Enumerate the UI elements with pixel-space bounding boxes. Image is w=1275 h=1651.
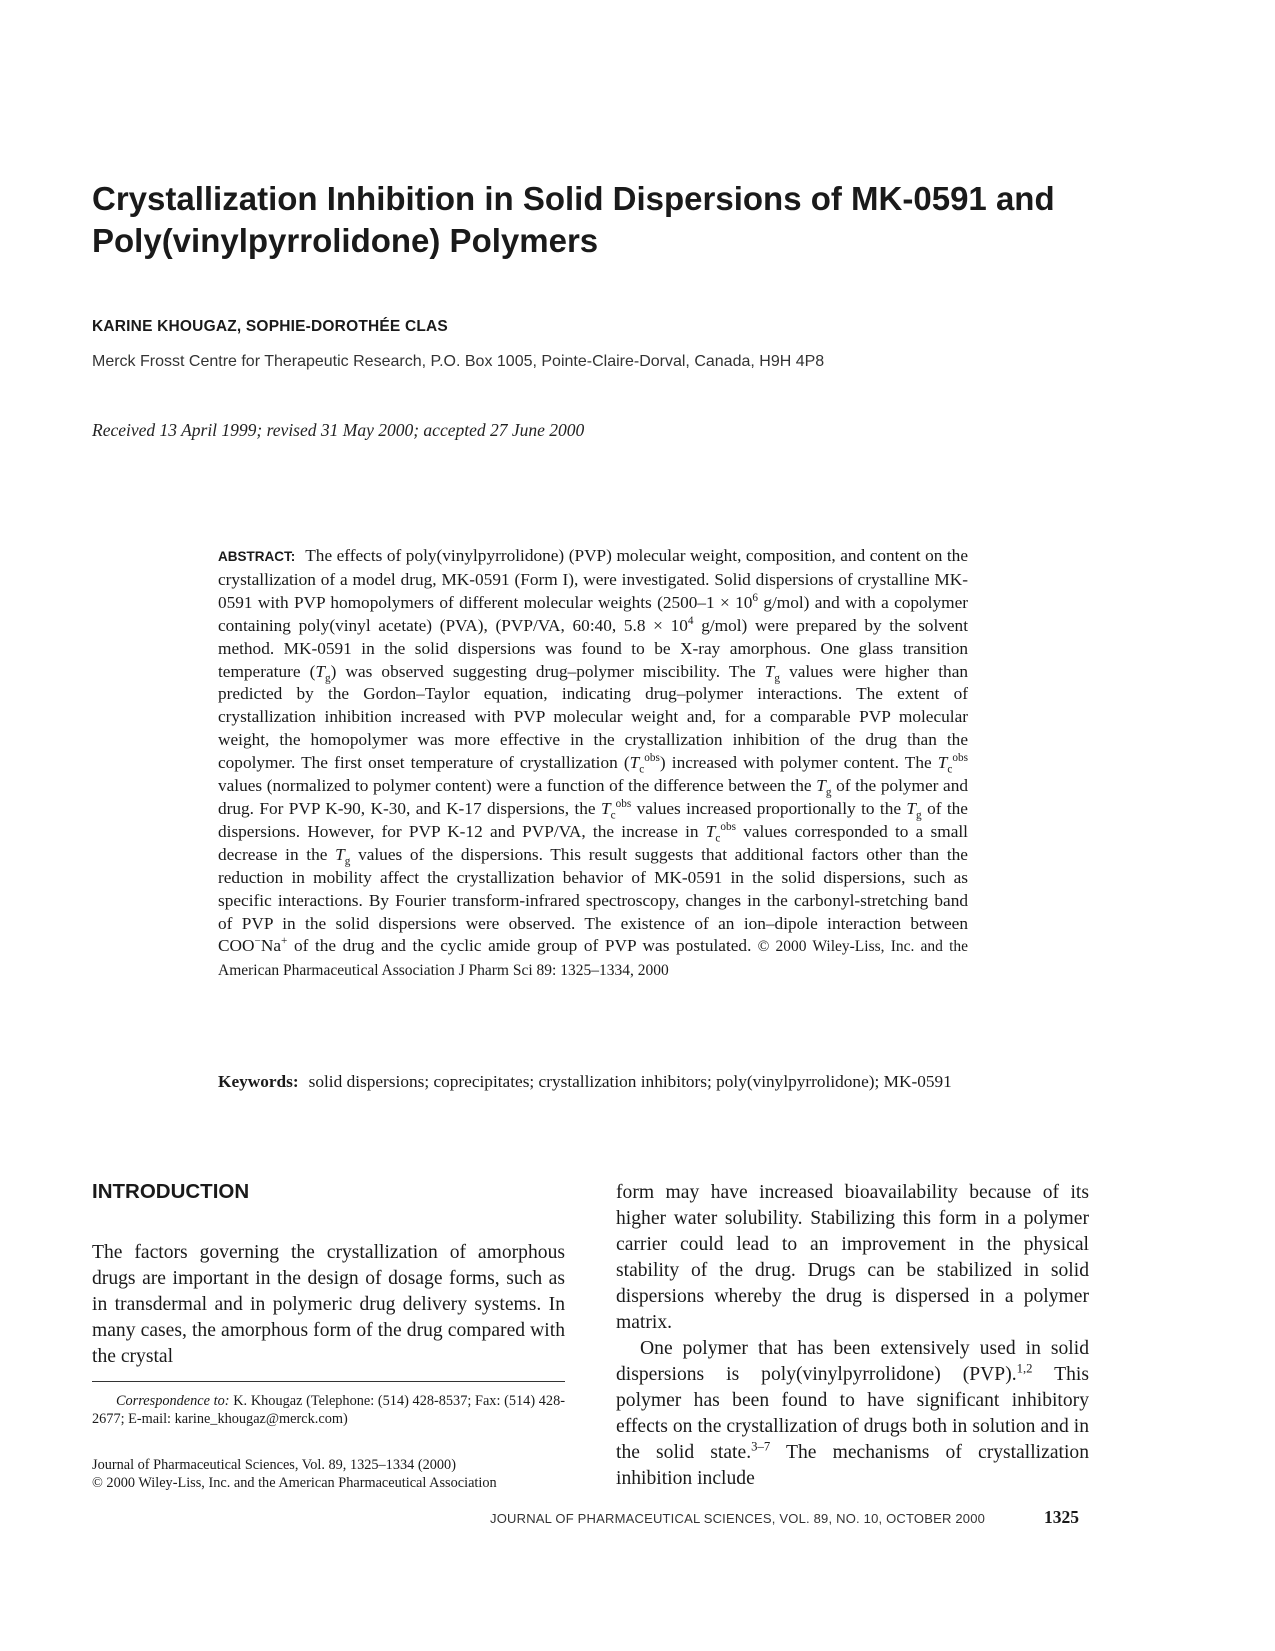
abstract-text: values corresponded to a small decrease in the (218, 821, 968, 864)
left-column (92, 1240, 565, 1370)
tc-symbol: T (705, 821, 716, 841)
tc-superscript: obs (615, 798, 632, 811)
tc-subscript: c (610, 809, 616, 822)
tg-subscript: g (774, 671, 781, 684)
intro-text: This polymer has been found to have significant inhibitory effects on the crystallization of drugs both in solution and in the solid state. (616, 1364, 1089, 1463)
abstract-text: values were higher than predicted by the Gordon–Taylor equation, indicating drug–polymer interactions. The extent of crystallization inhibition increased with PVP molecular weight and, for a comparable PVP molecular weight, the homopolymer was more effective in the crystallization inhibition of the drug than the copolymer. The first onset temperature of crystallization ( (218, 661, 969, 773)
right-column (616, 1180, 1089, 1492)
tg-symbol: T (764, 661, 775, 681)
intro-paragraph: form may have increased bioavailability because of its higher water solubility. Stabilizing this form in a polymer carrier could lead to an improvement in the physical stability of the drug. Drugs can be stabilized in solid dispersions whereby the drug is dispersed in a polymer matrix. (616, 1182, 1089, 1333)
affiliation: Merck Frosst Centre for Therapeutic Research, P.O. Box 1005, Pointe-Claire-Dorval, Canada, H9H 4P8 (92, 353, 825, 370)
tc-symbol: T (937, 753, 948, 773)
abstract-text: ) increased with polymer content. The (659, 753, 938, 773)
page-number: 1325 (1044, 1507, 1079, 1527)
footnote-divider (92, 1381, 565, 1382)
tc-subscript: c (715, 832, 721, 845)
running-footer: JOURNAL OF PHARMACEUTICAL SCIENCES, VOL. 89, NO. 10, OCTOBER 2000 (490, 1511, 986, 1526)
abstract-text: of the polymer and drug. For PVP K-90, K-30, and K-17 dispersions, the (218, 776, 968, 818)
intro-paragraph (616, 1336, 1089, 1492)
abstract-text: of the dispersions. However, for PVP K-12 and PVP/VA, the increase in (218, 798, 968, 841)
journal-footnote (92, 1456, 565, 1492)
tg-symbol: T (315, 661, 325, 681)
tg-subscript: g (916, 809, 922, 822)
abstract-text: values of the dispersions. This result suggests that additional factors other than the reduction in mobility affect the crystallization behavior of MK-0591 in the solid dispersions, such as specific interactions. By Fourier transform-infrared spectroscopy, changes in the carbonyl-stretching band of PVP in the solid dispersions were observed. The existence of an ion–dipole interaction between COO (218, 844, 968, 956)
abstract-text: values increased proportionally to the (631, 798, 907, 818)
citation: 1,2 (1016, 1361, 1033, 1376)
citation: 3–7 (751, 1439, 771, 1454)
abstract-text: g/mol) were prepared by the solvent method. MK-0591 in the solid dispersions was found to be X-ray amorphous. One glass transition temperature ( (218, 615, 968, 681)
abstract-text: values (normalized to polymer content) were a function of the difference between the (218, 776, 817, 796)
tc-subscript: c (947, 763, 953, 776)
tc-superscript: obs (952, 752, 968, 765)
tc-symbol: T (629, 753, 640, 773)
keywords-label: Keywords: (218, 1072, 299, 1091)
keywords (218, 1071, 968, 1094)
abstract-text: g/mol) and with a copolymer containing poly(vinyl acetate) (PVA), (PVP/VA, 60:40, 5.8 × 10 (218, 592, 968, 635)
abstract-text: of the drug and the cyclic amide group of PVP was postulated. (287, 936, 752, 956)
tc-subscript: c (639, 763, 645, 776)
tc-symbol: T (600, 798, 611, 818)
exponent: 6 (752, 592, 759, 605)
tc-superscript: obs (644, 752, 660, 765)
keywords-text: solid dispersions; coprecipitates; crystallization inhibitors; poly(vinylpyrrolidone); MK-0591 (308, 1072, 952, 1091)
intro-paragraph: The factors governing the crystallization of amorphous drugs are important in the design of dosage forms, such as in transdermal and in polymeric drug delivery systems. In many cases, the amorphous form of the drug compared with the crystal (92, 1242, 565, 1367)
abstract-text: The effects of poly(vinylpyrrolidone) (PVP) molecular weight, composition, and content on the crystallization of a model drug, MK-0591 (Form I), were investigated. Solid dispersions of crystalline MK-0591 with PVP homopolymers of different molecular weights (2500–1 × 10 (218, 546, 968, 612)
author-list: KARINE KHOUGAZ, SOPHIE-DOROTHÉE CLAS (92, 318, 448, 335)
tg-symbol: T (335, 844, 345, 864)
charge-plus: + (281, 935, 288, 948)
abstract-text: ) was observed suggesting drug–polymer miscibility. The (330, 661, 765, 681)
intro-text: The mechanisms of crystallization inhibition include (616, 1442, 1089, 1489)
correspondence-label: Correspondence to: (116, 1393, 230, 1409)
abstract (218, 545, 968, 983)
sodium-symbol: Na (260, 936, 281, 956)
received-dates: Received 13 April 1999; revised 31 May 2000; accepted 27 June 2000 (92, 420, 585, 440)
tg-subscript: g (344, 855, 351, 868)
charge-minus: − (254, 935, 261, 948)
tg-subscript: g (825, 786, 832, 799)
section-heading-introduction: INTRODUCTION (92, 1180, 250, 1203)
journal-citation: Journal of Pharmaceutical Sciences, Vol. 89, 1325–1334 (2000) (92, 1457, 456, 1473)
paper-title: Crystallization Inhibition in Solid Dispersions of MK-0591 and Poly(vinylpyrrolidone) Polymers (92, 180, 1055, 259)
exponent: 4 (687, 614, 694, 627)
tg-symbol: T (906, 798, 917, 818)
intro-text: One polymer that has been extensively used in solid dispersions is poly(vinylpyrrolidone) (PVP). (616, 1338, 1089, 1385)
publisher-copyright: © 2000 Wiley-Liss, Inc. and the American Pharmaceutical Association (92, 1475, 497, 1492)
abstract-copyright: © 2000 Wiley-Liss, Inc. and the American Pharmaceutical Association J Pharm Sci 89: 1325–1334, 2000 (218, 938, 969, 980)
tg-subscript: g (325, 671, 331, 684)
tg-symbol: T (816, 776, 826, 796)
abstract-label: ABSTRACT: (218, 549, 296, 564)
tc-superscript: obs (720, 821, 737, 834)
correspondence-text: K. Khougaz (Telephone: (514) 428-8537; Fax: (514) 428-2677; E-mail: karine_khougaz@merck.com) (92, 1393, 565, 1428)
correspondence-footnote (92, 1392, 565, 1428)
